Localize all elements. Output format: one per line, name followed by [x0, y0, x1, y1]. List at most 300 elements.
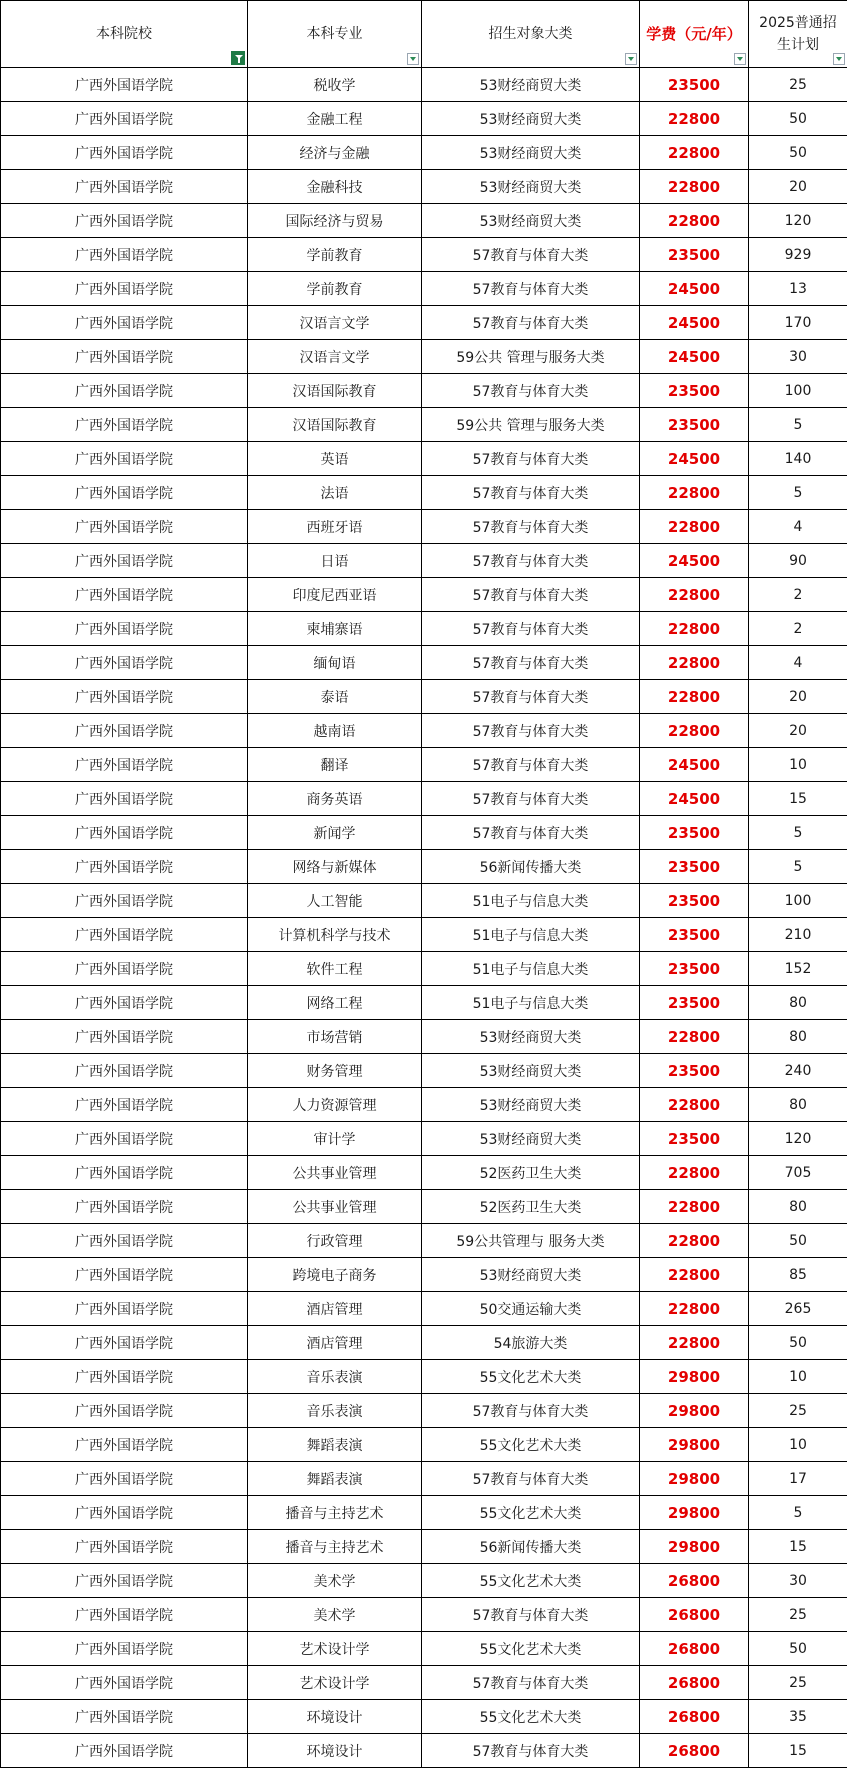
- cell-plan[interactable]: 30: [749, 340, 847, 374]
- cell-category[interactable]: 57教育与体育大类: [422, 646, 640, 680]
- cell-fee[interactable]: 26800: [640, 1632, 749, 1666]
- cell-major[interactable]: 酒店管理: [248, 1292, 422, 1326]
- cell-category[interactable]: 51电子与信息大类: [422, 952, 640, 986]
- cell-category[interactable]: 56新闻传播大类: [422, 850, 640, 884]
- cell-school[interactable]: 广西外国语学院: [1, 850, 248, 884]
- table-row: [1, 1088, 847, 1122]
- header-major-label: 本科专业: [306, 26, 363, 42]
- cell-plan[interactable]: 10: [749, 748, 847, 782]
- table-row: [1, 748, 847, 782]
- cell-plan[interactable]: 5: [749, 1496, 847, 1530]
- cell-school[interactable]: 广西外国语学院: [1, 1462, 248, 1496]
- cell-major[interactable]: 美术学: [248, 1564, 422, 1598]
- filter-active-icon[interactable]: [231, 51, 245, 65]
- cell-fee[interactable]: 26800: [640, 1700, 749, 1734]
- cell-major[interactable]: 艺术设计学: [248, 1632, 422, 1666]
- cell-fee[interactable]: 29800: [640, 1394, 749, 1428]
- header-major: [248, 1, 422, 68]
- cell-category[interactable]: 53财经商贸大类: [422, 1122, 640, 1156]
- table-row: [1, 1666, 847, 1700]
- cell-major[interactable]: 音乐表演: [248, 1394, 422, 1428]
- cell-category[interactable]: 59公共 管理与服务大类: [422, 340, 640, 374]
- cell-plan[interactable]: 80: [749, 1190, 847, 1224]
- cell-major[interactable]: 市场营销: [248, 1020, 422, 1054]
- cell-fee[interactable]: 24500: [640, 306, 749, 340]
- table-row: [1, 918, 847, 952]
- table-row: [1, 782, 847, 816]
- cell-school[interactable]: 广西外国语学院: [1, 1258, 248, 1292]
- cell-major[interactable]: 美术学: [248, 1598, 422, 1632]
- cell-fee[interactable]: 22800: [640, 680, 749, 714]
- cell-fee[interactable]: 23500: [640, 374, 749, 408]
- cell-school[interactable]: 广西外国语学院: [1, 102, 248, 136]
- cell-fee[interactable]: 24500: [640, 544, 749, 578]
- table-row: [1, 1292, 847, 1326]
- cell-school[interactable]: 广西外国语学院: [1, 136, 248, 170]
- cell-school[interactable]: 广西外国语学院: [1, 238, 248, 272]
- cell-school[interactable]: 广西外国语学院: [1, 1564, 248, 1598]
- cell-fee[interactable]: 29800: [640, 1496, 749, 1530]
- cell-category[interactable]: 55文化艺术大类: [422, 1360, 640, 1394]
- cell-plan[interactable]: 100: [749, 884, 847, 918]
- cell-major[interactable]: 人工智能: [248, 884, 422, 918]
- cell-plan[interactable]: 5: [749, 850, 847, 884]
- cell-school[interactable]: 广西外国语学院: [1, 1734, 248, 1768]
- cell-category[interactable]: 53财经商贸大类: [422, 1020, 640, 1054]
- cell-plan[interactable]: 5: [749, 816, 847, 850]
- table-row: [1, 476, 847, 510]
- cell-major[interactable]: 汉语国际教育: [248, 408, 422, 442]
- cell-plan[interactable]: 80: [749, 986, 847, 1020]
- cell-plan[interactable]: 15: [749, 1734, 847, 1768]
- table-body: [1, 68, 847, 1768]
- cell-plan[interactable]: 170: [749, 306, 847, 340]
- cell-major[interactable]: 泰语: [248, 680, 422, 714]
- cell-plan[interactable]: 50: [749, 102, 847, 136]
- table-row: [1, 442, 847, 476]
- cell-category[interactable]: 57教育与体育大类: [422, 1394, 640, 1428]
- cell-category[interactable]: 50交通运输大类: [422, 1292, 640, 1326]
- cell-major[interactable]: 环境设计: [248, 1700, 422, 1734]
- cell-fee[interactable]: 29800: [640, 1462, 749, 1496]
- cell-plan[interactable]: 85: [749, 1258, 847, 1292]
- cell-major[interactable]: 汉语言文学: [248, 340, 422, 374]
- table-row: [1, 1700, 847, 1734]
- cell-category[interactable]: 53财经商贸大类: [422, 102, 640, 136]
- cell-fee[interactable]: 22800: [640, 1258, 749, 1292]
- cell-category[interactable]: 53财经商贸大类: [422, 204, 640, 238]
- cell-category[interactable]: 55文化艺术大类: [422, 1496, 640, 1530]
- cell-plan[interactable]: 25: [749, 68, 847, 102]
- cell-major[interactable]: 汉语言文学: [248, 306, 422, 340]
- header-school-label: 本科院校: [96, 26, 152, 42]
- cell-fee[interactable]: 29800: [640, 1428, 749, 1462]
- cell-major[interactable]: 播音与主持艺术: [248, 1496, 422, 1530]
- cell-category[interactable]: 59公共 管理与服务大类: [422, 408, 640, 442]
- cell-category[interactable]: 52医药卫生大类: [422, 1156, 640, 1190]
- cell-fee[interactable]: 24500: [640, 340, 749, 374]
- cell-fee[interactable]: 24500: [640, 272, 749, 306]
- cell-fee[interactable]: 22800: [640, 612, 749, 646]
- table-row: [1, 340, 847, 374]
- cell-school[interactable]: 广西外国语学院: [1, 646, 248, 680]
- cell-plan[interactable]: 4: [749, 510, 847, 544]
- cell-plan[interactable]: 5: [749, 408, 847, 442]
- cell-category[interactable]: 57教育与体育大类: [422, 714, 640, 748]
- cell-school[interactable]: 广西外国语学院: [1, 272, 248, 306]
- cell-major[interactable]: 商务英语: [248, 782, 422, 816]
- cell-plan[interactable]: 50: [749, 1224, 847, 1258]
- cell-fee[interactable]: 23500: [640, 68, 749, 102]
- cell-plan[interactable]: 4: [749, 646, 847, 680]
- header-category: [422, 1, 640, 68]
- cell-category[interactable]: 51电子与信息大类: [422, 884, 640, 918]
- cell-category[interactable]: 56新闻传播大类: [422, 1530, 640, 1564]
- cell-major[interactable]: 西班牙语: [248, 510, 422, 544]
- cell-fee[interactable]: 22800: [640, 510, 749, 544]
- table-row: [1, 136, 847, 170]
- cell-school[interactable]: 广西外国语学院: [1, 884, 248, 918]
- cell-category[interactable]: 57教育与体育大类: [422, 272, 640, 306]
- cell-plan[interactable]: 2: [749, 578, 847, 612]
- cell-category[interactable]: 57教育与体育大类: [422, 442, 640, 476]
- cell-school[interactable]: 广西外国语学院: [1, 1020, 248, 1054]
- cell-major[interactable]: 日语: [248, 544, 422, 578]
- cell-plan[interactable]: 2: [749, 612, 847, 646]
- cell-fee[interactable]: 23500: [640, 1054, 749, 1088]
- cell-fee[interactable]: 23500: [640, 850, 749, 884]
- cell-category[interactable]: 55文化艺术大类: [422, 1632, 640, 1666]
- cell-category[interactable]: 57教育与体育大类: [422, 1462, 640, 1496]
- cell-major[interactable]: 音乐表演: [248, 1360, 422, 1394]
- cell-major[interactable]: 舞蹈表演: [248, 1428, 422, 1462]
- table-row: [1, 1564, 847, 1598]
- cell-major[interactable]: 翻译: [248, 748, 422, 782]
- cell-category[interactable]: 54旅游大类: [422, 1326, 640, 1360]
- cell-school[interactable]: 广西外国语学院: [1, 1122, 248, 1156]
- table-row: [1, 238, 847, 272]
- cell-school[interactable]: 广西外国语学院: [1, 340, 248, 374]
- cell-school[interactable]: 广西外国语学院: [1, 714, 248, 748]
- cell-plan[interactable]: 240: [749, 1054, 847, 1088]
- table-row: [1, 1632, 847, 1666]
- cell-fee[interactable]: 23500: [640, 816, 749, 850]
- cell-major[interactable]: 人力资源管理: [248, 1088, 422, 1122]
- cell-school[interactable]: 广西外国语学院: [1, 306, 248, 340]
- header-plan-label: 2025普通招生计划: [759, 15, 837, 53]
- cell-category[interactable]: 57教育与体育大类: [422, 1598, 640, 1632]
- cell-category[interactable]: 55文化艺术大类: [422, 1564, 640, 1598]
- cell-school[interactable]: 广西外国语学院: [1, 442, 248, 476]
- cell-major[interactable]: 审计学: [248, 1122, 422, 1156]
- cell-plan[interactable]: 30: [749, 1564, 847, 1598]
- cell-fee[interactable]: 26800: [640, 1666, 749, 1700]
- cell-fee[interactable]: 23500: [640, 408, 749, 442]
- cell-plan[interactable]: 140: [749, 442, 847, 476]
- filter-dropdown-icon[interactable]: [625, 53, 637, 65]
- cell-plan[interactable]: 265: [749, 1292, 847, 1326]
- table-row: [1, 1462, 847, 1496]
- cell-plan[interactable]: 80: [749, 1020, 847, 1054]
- cell-fee[interactable]: 29800: [640, 1360, 749, 1394]
- cell-fee[interactable]: 23500: [640, 986, 749, 1020]
- filter-dropdown-icon[interactable]: [407, 53, 419, 65]
- cell-school[interactable]: 广西外国语学院: [1, 408, 248, 442]
- table-row: [1, 1598, 847, 1632]
- cell-fee[interactable]: 23500: [640, 1122, 749, 1156]
- cell-plan[interactable]: 10: [749, 1428, 847, 1462]
- cell-major[interactable]: 舞蹈表演: [248, 1462, 422, 1496]
- cell-category[interactable]: 57教育与体育大类: [422, 612, 640, 646]
- cell-fee[interactable]: 22800: [640, 1088, 749, 1122]
- cell-category[interactable]: 55文化艺术大类: [422, 1428, 640, 1462]
- cell-plan[interactable]: 15: [749, 1530, 847, 1564]
- cell-plan[interactable]: 35: [749, 1700, 847, 1734]
- cell-major[interactable]: 计算机科学与技术: [248, 918, 422, 952]
- cell-school[interactable]: 广西外国语学院: [1, 1088, 248, 1122]
- cell-fee[interactable]: 22800: [640, 102, 749, 136]
- cell-school[interactable]: 广西外国语学院: [1, 748, 248, 782]
- cell-school[interactable]: 广西外国语学院: [1, 374, 248, 408]
- cell-category[interactable]: 57教育与体育大类: [422, 544, 640, 578]
- cell-major[interactable]: 印度尼西亚语: [248, 578, 422, 612]
- table-row: [1, 952, 847, 986]
- cell-major[interactable]: 跨境电子商务: [248, 1258, 422, 1292]
- cell-school[interactable]: 广西外国语学院: [1, 986, 248, 1020]
- cell-fee[interactable]: 22800: [640, 136, 749, 170]
- cell-school[interactable]: 广西外国语学院: [1, 680, 248, 714]
- table-row: [1, 714, 847, 748]
- cell-plan[interactable]: 20: [749, 170, 847, 204]
- cell-fee[interactable]: 22800: [640, 1224, 749, 1258]
- cell-school[interactable]: 广西外国语学院: [1, 578, 248, 612]
- cell-school[interactable]: 广西外国语学院: [1, 476, 248, 510]
- cell-school[interactable]: 广西外国语学院: [1, 510, 248, 544]
- cell-school[interactable]: 广西外国语学院: [1, 1360, 248, 1394]
- cell-fee[interactable]: 22800: [640, 646, 749, 680]
- cell-major[interactable]: 酒店管理: [248, 1326, 422, 1360]
- cell-school[interactable]: 广西外国语学院: [1, 544, 248, 578]
- cell-category[interactable]: 53财经商贸大类: [422, 170, 640, 204]
- cell-plan[interactable]: 50: [749, 136, 847, 170]
- cell-school[interactable]: 广西外国语学院: [1, 1666, 248, 1700]
- cell-school[interactable]: 广西外国语学院: [1, 1428, 248, 1462]
- table-row: [1, 272, 847, 306]
- cell-school[interactable]: 广西外国语学院: [1, 782, 248, 816]
- cell-major[interactable]: 公共事业管理: [248, 1190, 422, 1224]
- cell-fee[interactable]: 22800: [640, 1020, 749, 1054]
- cell-school[interactable]: 广西外国语学院: [1, 1598, 248, 1632]
- cell-school[interactable]: 广西外国语学院: [1, 816, 248, 850]
- cell-fee[interactable]: 24500: [640, 782, 749, 816]
- cell-school[interactable]: 广西外国语学院: [1, 1054, 248, 1088]
- cell-category[interactable]: 57教育与体育大类: [422, 748, 640, 782]
- cell-major[interactable]: 软件工程: [248, 952, 422, 986]
- cell-plan[interactable]: 90: [749, 544, 847, 578]
- cell-plan[interactable]: 80: [749, 1088, 847, 1122]
- cell-category[interactable]: 57教育与体育大类: [422, 238, 640, 272]
- cell-category[interactable]: 57教育与体育大类: [422, 1734, 640, 1768]
- cell-school[interactable]: 广西外国语学院: [1, 1156, 248, 1190]
- cell-plan[interactable]: 120: [749, 1122, 847, 1156]
- table-row: [1, 1020, 847, 1054]
- cell-major[interactable]: 新闻学: [248, 816, 422, 850]
- cell-plan[interactable]: 25: [749, 1666, 847, 1700]
- cell-major[interactable]: 柬埔寨语: [248, 612, 422, 646]
- cell-category[interactable]: 57教育与体育大类: [422, 782, 640, 816]
- cell-school[interactable]: 广西外国语学院: [1, 1326, 248, 1360]
- cell-fee[interactable]: 22800: [640, 714, 749, 748]
- cell-plan[interactable]: 25: [749, 1598, 847, 1632]
- cell-major[interactable]: 学前教育: [248, 272, 422, 306]
- table-row: [1, 1530, 847, 1564]
- cell-major[interactable]: 行政管理: [248, 1224, 422, 1258]
- cell-major[interactable]: 金融科技: [248, 170, 422, 204]
- cell-plan[interactable]: 50: [749, 1632, 847, 1666]
- cell-plan[interactable]: 152: [749, 952, 847, 986]
- cell-category[interactable]: 57教育与体育大类: [422, 374, 640, 408]
- cell-school[interactable]: 广西外国语学院: [1, 1632, 248, 1666]
- cell-major[interactable]: 金融工程: [248, 102, 422, 136]
- cell-school[interactable]: 广西外国语学院: [1, 612, 248, 646]
- cell-major[interactable]: 缅甸语: [248, 646, 422, 680]
- cell-fee[interactable]: 22800: [640, 476, 749, 510]
- header-fee: [640, 1, 749, 68]
- cell-major[interactable]: 汉语国际教育: [248, 374, 422, 408]
- cell-major[interactable]: 经济与金融: [248, 136, 422, 170]
- cell-school[interactable]: 广西外国语学院: [1, 204, 248, 238]
- cell-fee[interactable]: 26800: [640, 1598, 749, 1632]
- cell-category[interactable]: 52医药卫生大类: [422, 1190, 640, 1224]
- cell-plan[interactable]: 20: [749, 714, 847, 748]
- cell-category[interactable]: 57教育与体育大类: [422, 306, 640, 340]
- cell-plan[interactable]: 120: [749, 204, 847, 238]
- cell-fee[interactable]: 23500: [640, 918, 749, 952]
- cell-fee[interactable]: 26800: [640, 1734, 749, 1768]
- cell-major[interactable]: 财务管理: [248, 1054, 422, 1088]
- cell-fee[interactable]: 22800: [640, 1326, 749, 1360]
- table-row: [1, 816, 847, 850]
- table-row: [1, 204, 847, 238]
- table-row: [1, 646, 847, 680]
- cell-category[interactable]: 57教育与体育大类: [422, 510, 640, 544]
- table-row: [1, 612, 847, 646]
- cell-major[interactable]: 税收学: [248, 68, 422, 102]
- cell-plan[interactable]: 20: [749, 680, 847, 714]
- cell-plan[interactable]: 50: [749, 1326, 847, 1360]
- cell-fee[interactable]: 26800: [640, 1564, 749, 1598]
- cell-fee[interactable]: 22800: [640, 578, 749, 612]
- table-row: [1, 170, 847, 204]
- cell-fee[interactable]: 23500: [640, 238, 749, 272]
- cell-major[interactable]: 英语: [248, 442, 422, 476]
- table-row: [1, 1734, 847, 1768]
- cell-school[interactable]: 广西外国语学院: [1, 1292, 248, 1326]
- cell-school[interactable]: 广西外国语学院: [1, 1530, 248, 1564]
- cell-school[interactable]: 广西外国语学院: [1, 952, 248, 986]
- cell-category[interactable]: 51电子与信息大类: [422, 986, 640, 1020]
- table-row: [1, 1326, 847, 1360]
- cell-major[interactable]: 艺术设计学: [248, 1666, 422, 1700]
- cell-fee[interactable]: 24500: [640, 442, 749, 476]
- cell-school[interactable]: 广西外国语学院: [1, 1700, 248, 1734]
- cell-school[interactable]: 广西外国语学院: [1, 170, 248, 204]
- cell-category[interactable]: 57教育与体育大类: [422, 1666, 640, 1700]
- cell-category[interactable]: 53财经商贸大类: [422, 68, 640, 102]
- cell-fee[interactable]: 24500: [640, 748, 749, 782]
- header-fee-label: 学费（元/年）: [646, 25, 742, 43]
- cell-major[interactable]: 法语: [248, 476, 422, 510]
- cell-category[interactable]: 53财经商贸大类: [422, 1258, 640, 1292]
- cell-fee[interactable]: 22800: [640, 1190, 749, 1224]
- cell-plan[interactable]: 705: [749, 1156, 847, 1190]
- filter-dropdown-icon[interactable]: [833, 53, 845, 65]
- cell-category[interactable]: 57教育与体育大类: [422, 680, 640, 714]
- cell-plan[interactable]: 10: [749, 1360, 847, 1394]
- cell-fee[interactable]: 22800: [640, 204, 749, 238]
- cell-category[interactable]: 53财经商贸大类: [422, 136, 640, 170]
- cell-plan[interactable]: 13: [749, 272, 847, 306]
- cell-major[interactable]: 学前教育: [248, 238, 422, 272]
- cell-category[interactable]: 57教育与体育大类: [422, 816, 640, 850]
- cell-fee[interactable]: 23500: [640, 952, 749, 986]
- cell-major[interactable]: 国际经济与贸易: [248, 204, 422, 238]
- cell-category[interactable]: 53财经商贸大类: [422, 1088, 640, 1122]
- table-row: [1, 986, 847, 1020]
- cell-category[interactable]: 53财经商贸大类: [422, 1054, 640, 1088]
- cell-school[interactable]: 广西外国语学院: [1, 1224, 248, 1258]
- cell-school[interactable]: 广西外国语学院: [1, 918, 248, 952]
- cell-major[interactable]: 环境设计: [248, 1734, 422, 1768]
- cell-plan[interactable]: 929: [749, 238, 847, 272]
- cell-category[interactable]: 51电子与信息大类: [422, 918, 640, 952]
- cell-plan[interactable]: 5: [749, 476, 847, 510]
- cell-major[interactable]: 越南语: [248, 714, 422, 748]
- cell-fee[interactable]: 22800: [640, 1292, 749, 1326]
- cell-plan[interactable]: 100: [749, 374, 847, 408]
- cell-major[interactable]: 播音与主持艺术: [248, 1530, 422, 1564]
- table-row: [1, 680, 847, 714]
- cell-fee[interactable]: 23500: [640, 884, 749, 918]
- cell-plan[interactable]: 210: [749, 918, 847, 952]
- cell-major[interactable]: 网络与新媒体: [248, 850, 422, 884]
- cell-school[interactable]: 广西外国语学院: [1, 1496, 248, 1530]
- cell-category[interactable]: 57教育与体育大类: [422, 476, 640, 510]
- table-row: [1, 68, 847, 102]
- table-row: [1, 884, 847, 918]
- cell-school[interactable]: 广西外国语学院: [1, 1190, 248, 1224]
- cell-plan[interactable]: 17: [749, 1462, 847, 1496]
- cell-fee[interactable]: 22800: [640, 170, 749, 204]
- table-row: [1, 102, 847, 136]
- cell-fee[interactable]: 29800: [640, 1530, 749, 1564]
- cell-school[interactable]: 广西外国语学院: [1, 1394, 248, 1428]
- table-row: [1, 578, 847, 612]
- cell-major[interactable]: 公共事业管理: [248, 1156, 422, 1190]
- header-plan: [749, 1, 847, 68]
- cell-major[interactable]: 网络工程: [248, 986, 422, 1020]
- table-row: [1, 1360, 847, 1394]
- cell-fee[interactable]: 22800: [640, 1156, 749, 1190]
- cell-plan[interactable]: 25: [749, 1394, 847, 1428]
- table-row: [1, 374, 847, 408]
- cell-category[interactable]: 57教育与体育大类: [422, 578, 640, 612]
- cell-plan[interactable]: 15: [749, 782, 847, 816]
- cell-category[interactable]: 55文化艺术大类: [422, 1700, 640, 1734]
- filter-dropdown-icon[interactable]: [734, 53, 746, 65]
- cell-category[interactable]: 59公共管理与 服务大类: [422, 1224, 640, 1258]
- cell-school[interactable]: 广西外国语学院: [1, 68, 248, 102]
